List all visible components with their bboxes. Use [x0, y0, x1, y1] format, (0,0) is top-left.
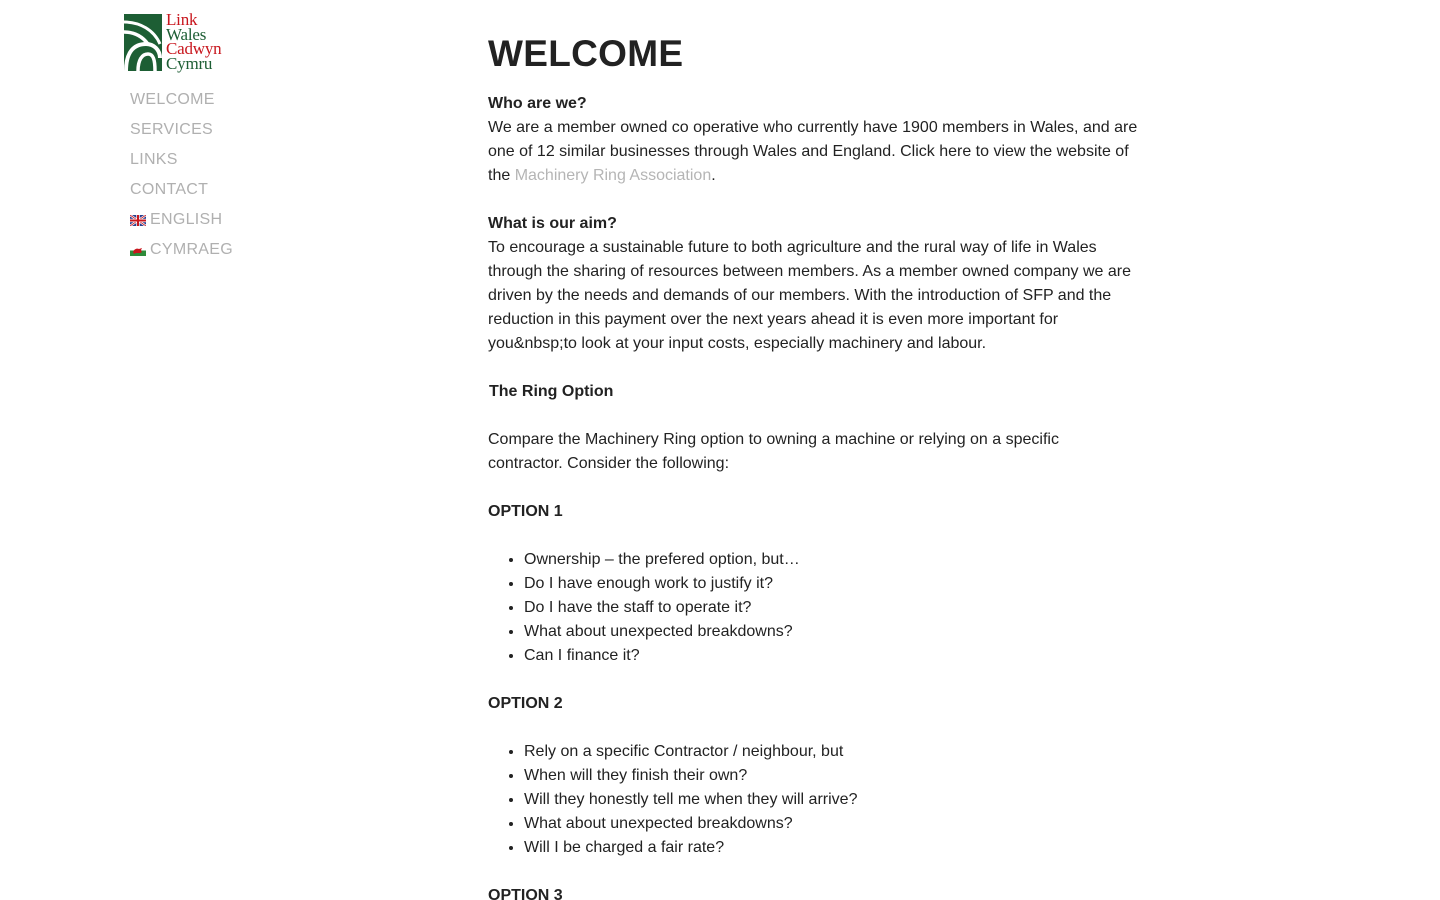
site-logo[interactable]	[124, 10, 234, 73]
nav-item-links[interactable]	[130, 145, 233, 175]
list-item: • Can I finance it?	[524, 644, 1138, 668]
nav-link-welcome[interactable]: WELCOME	[130, 91, 215, 108]
list-item: • What about unexpected breakdowns?	[524, 812, 1138, 836]
spacer	[488, 524, 1138, 548]
sidebar-nav	[130, 85, 233, 265]
who-paragraph	[488, 116, 1138, 188]
aim-paragraph: To encourage a sustainable future to both agriculture and the rural way of life in Wales through the sharing of resources between members. As a member owned company we are driven by the needs and demands of our members. With the introduction of SFP and the reduction in this payment over the next years ahead it is even more important for you&nbsp;to look at your input costs, especially machinery and labour.	[488, 239, 1131, 352]
option2-list	[488, 740, 1138, 860]
ring-intro: Compare the Machinery Ring option to owning a machine or relying on a specific contractor. Consider the following:	[488, 431, 1059, 472]
ring-option-heading: The Ring Option	[489, 383, 614, 400]
logo-line-cadwyn: Cadwyn	[166, 39, 222, 58]
nav-item-services[interactable]	[130, 115, 233, 145]
nav-item-english[interactable]	[130, 205, 233, 235]
option1-heading: OPTION 1	[488, 503, 563, 520]
logo-line-link: Link	[166, 10, 198, 29]
list-item: • Will they honestly tell me when they will arrive?	[524, 788, 1138, 812]
nav-item-cymraeg[interactable]	[130, 235, 233, 265]
list-item: • Do I have the staff to operate it?	[524, 596, 1138, 620]
option1-list	[488, 548, 1138, 668]
main-content	[488, 30, 1138, 900]
nav-link-links[interactable]: LINKS	[130, 151, 178, 168]
spacer	[488, 356, 1138, 380]
logo-line-wales: Wales	[166, 24, 207, 44]
option3-heading: OPTION 3	[488, 887, 563, 900]
spacer	[488, 860, 1138, 884]
option2-heading: OPTION 2	[488, 695, 563, 712]
who-text: We are a member owned co operative who currently have 1900 members in Wales, and are one of 12 similar businesses through Wales and England. Click here to view the website of the	[488, 119, 1138, 184]
list-item: • Rely on a specific Contractor / neighbour, but	[524, 740, 1138, 764]
list-item: • Will I be charged a fair rate?	[524, 836, 1138, 860]
nav-link-services[interactable]: SERVICES	[130, 121, 214, 138]
nav-link-contact[interactable]: CONTACT	[130, 181, 209, 198]
spacer	[488, 476, 1138, 500]
machinery-ring-association-link[interactable]: Machinery Ring Association	[514, 167, 712, 184]
spacer	[488, 668, 1138, 692]
spacer	[488, 716, 1138, 740]
spacer	[488, 404, 1138, 428]
nav-link-cymraeg[interactable]: CYMRAEG	[150, 241, 233, 258]
spacer	[488, 188, 1138, 212]
list-item: • Do I have enough work to justify it?	[524, 572, 1138, 596]
list-item: • Ownership – the prefered option, but…	[524, 548, 1138, 572]
wales-flag-icon	[130, 245, 146, 256]
who-text-end: .	[711, 167, 716, 184]
logo-line-cymru: Cymru	[166, 53, 213, 73]
who-heading: Who are we?	[488, 95, 587, 112]
aim-heading: What is our aim?	[488, 215, 617, 232]
uk-flag-icon	[130, 215, 146, 226]
nav-item-contact[interactable]	[130, 175, 233, 205]
page-title: WELCOME	[488, 33, 684, 74]
list-item: • What about unexpected breakdowns?	[524, 620, 1138, 644]
logo-mark-icon	[124, 14, 162, 71]
logo-text	[166, 10, 222, 73]
list-item: • When will they finish their own?	[524, 764, 1138, 788]
nav-link-english[interactable]: ENGLISH	[150, 211, 223, 228]
nav-item-welcome[interactable]	[130, 85, 233, 115]
